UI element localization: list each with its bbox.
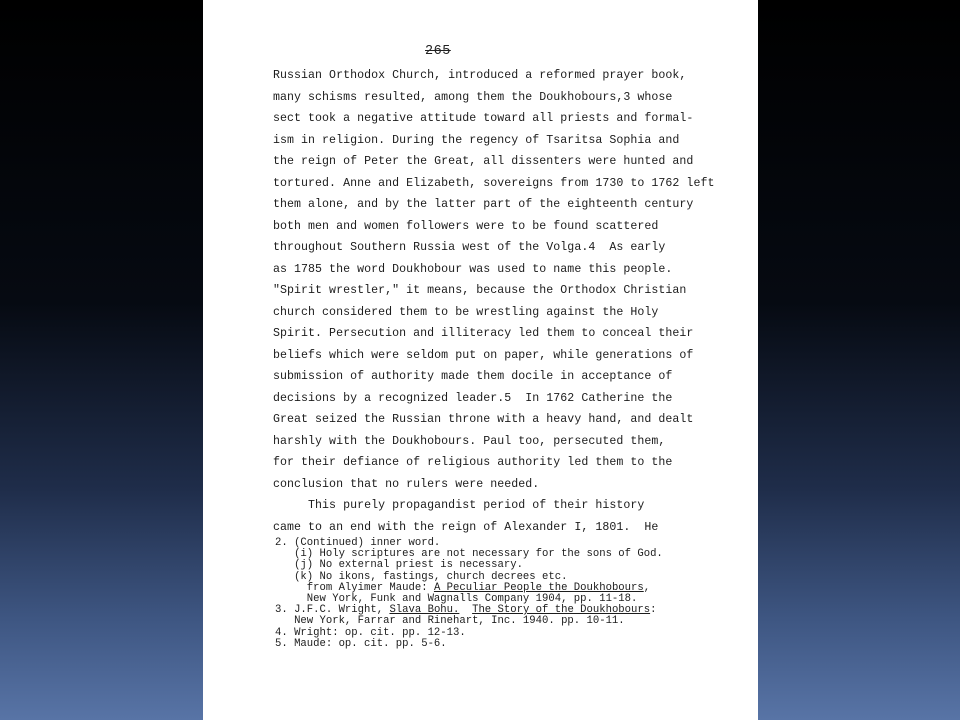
footnote-line: New York, Funk and Wagnalls Company 1904, pp. 11-18.	[275, 592, 638, 605]
footnote-line: (j) No external priest is necessary.	[275, 559, 523, 572]
text-line: throughout Southern Russia west of the Volga.4 As early	[273, 241, 666, 254]
text-line: ism in religion. During the regency of Tsaritsa Sophia and	[273, 133, 680, 147]
text-line: church considered them to be wrestling against the Holy	[273, 305, 659, 319]
text-line: Spirit. Persecution and illiteracy led them to conceal their	[273, 327, 694, 340]
footnote-text: 3. J.F.C. Wright,	[275, 604, 390, 617]
footnote-line: (i) Holy scriptures are not necessary for the sons of God.	[275, 548, 663, 561]
footnote-line: 5. Maude: op. cit. pp. 5-6.	[275, 637, 447, 650]
text-line: them alone, and by the latter part of the eighteenth century	[273, 198, 694, 211]
text-line: tortured. Anne and Elizabeth, sovereigns from 1730 to 1762 left	[273, 176, 715, 190]
footnote-line: 4. Wright: op. cit. pp. 12-13.	[275, 626, 466, 639]
text-line: Russian Orthodox Church, introduced a reformed prayer book,	[273, 69, 687, 82]
footnote-line: New York, Farrar and Rinehart, Inc. 1940. pp. 10-11.	[275, 615, 625, 628]
footnote-text: :	[650, 604, 657, 617]
text-line: beliefs which were seldom put on paper, while generations of	[273, 348, 694, 362]
text-line: "Spirit wrestler," it means, because the Orthodox Christian	[273, 284, 687, 297]
text-line: harshly with the Doukhobours. Paul too, persecuted them,	[273, 434, 666, 448]
text-line: decisions by a recognized leader.5 In 1762 Catherine the	[273, 391, 673, 405]
footnote-line: (k) No ikons, fastings, church decrees etc.	[275, 570, 568, 583]
book-title: Slava Bohu.	[389, 604, 460, 617]
footnotes	[275, 538, 663, 650]
text-line: This purely propagandist period of their history	[273, 499, 645, 512]
book-title: A Peculiar People the Doukhobours	[433, 581, 644, 594]
text-line: Great seized the Russian throne with a heavy hand, and dealt	[273, 413, 694, 426]
body-text	[273, 65, 714, 538]
text-line: many schisms resulted, among them the Doukhobours,3 whose	[273, 90, 673, 104]
footnote-text	[459, 604, 472, 616]
text-line: submission of authority made them docile in acceptance of	[273, 370, 673, 383]
book-title: The Story of the Doukhobours	[472, 604, 651, 617]
text-line: sect took a negative attitude toward all priests and formal-	[273, 112, 694, 125]
text-line: conclusion that no rulers were needed.	[273, 477, 540, 491]
text-line: both men and women followers were to be found scattered	[273, 219, 659, 233]
footnote-text: ,	[643, 581, 651, 594]
text-line: came to an end with the reign of Alexander I, 1801. He	[273, 520, 659, 534]
footnote-text: from Alyimer Maude:	[275, 581, 434, 594]
page-number: 265	[425, 44, 451, 59]
text-line: as 1785 the word Doukhobour was used to name this people.	[273, 262, 673, 276]
footnote-line: 2. (Continued) inner word.	[275, 537, 441, 549]
text-line: the reign of Peter the Great, all dissenters were hunted and	[273, 155, 694, 168]
text-line: for their defiance of religious authority led them to the	[273, 456, 673, 469]
document-page	[203, 0, 758, 720]
